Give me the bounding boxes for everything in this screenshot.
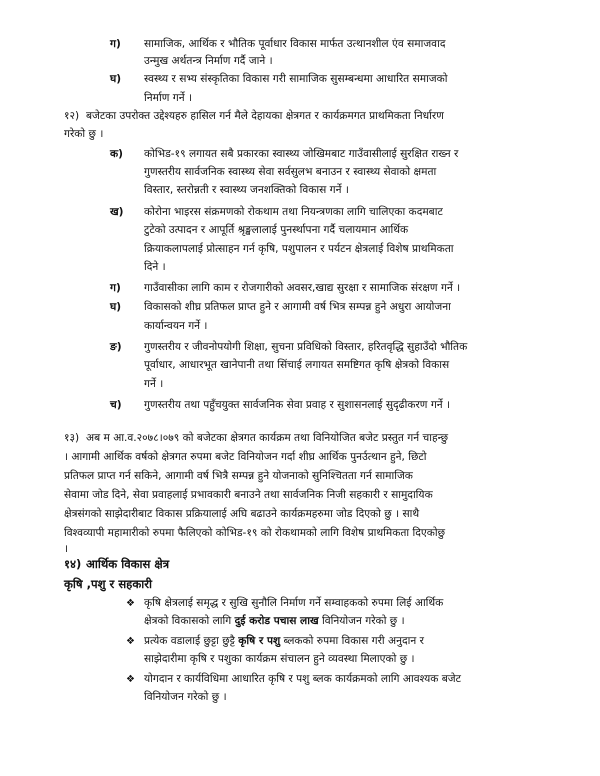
star-bullet-icon: ❖ [126,636,135,647]
item-text: स्वस्थ्य र सभ्य संस्कृतिका विकास गरी सामाजिक सुसम्बन्धमा आधारित समाजको [144,73,448,85]
item-text: कोरोना भाइरस संक्रमणको रोकथाम तथा नियन्त्रणका लागि चालिएका कदमबाट [144,206,443,218]
item-text: गर्ने । [144,378,164,390]
bullet-text: योगदान र कार्यविधिमा आधारित कृषि र पशु ब्लक कार्यक्रमको लागि आवश्यक बजेट [144,673,461,685]
star-bullet-icon: ❖ [126,598,135,609]
bullet-text-part: प्रत्येक वडालाई छुट्टा छुट्टै [144,635,239,647]
item-text: क्रियाकलापलाई प्रोत्साहन गर्न कृषि, पशुपालन र पर्यटन क्षेत्रलाई विशेष प्राथमिकता [144,243,454,255]
item-text: निर्माण गर्ने । [144,92,192,104]
item-text: पूर्वाधार, आधारभूत खानेपानी तथा सिंचाई लगायत समष्टिगत कृषि क्षेत्रको विकास [144,359,450,371]
section-number: १४) [64,557,82,571]
item-text: गुणस्तरीय सार्वजनिक स्वास्थ्य सेवा सर्वसुलभ बनाउन र स्वास्थ्य सेवाको क्षमता [144,166,437,178]
item-text: गुणस्तरीय र जीवनोपयोगी शिक्षा, सुचना प्रविधिको विस्तार, हरितवृद्धि सुहाउँदो भौतिक [144,341,468,353]
paragraph-number: १२) [64,110,80,122]
paragraph-text: क्षेत्रसंगको साझेदारीबाट विकास प्रक्रियालाई अघि बढाउने कार्यक्रमहरुमा जोड दिएको छु । साथै [64,508,420,520]
term-highlight: कृषि र पशु [238,635,281,647]
bullet-text: साझेदारीमा कृषि र पशुका कार्यक्रम संचालन हुने व्यवस्था मिलाएको छु । [144,653,415,665]
item-label: घ) [110,73,122,85]
item-label: ग) [110,38,121,50]
item-text: कोभिड-१९ लगायत सबै प्रकारका स्वास्थ्य जोखिमबाट गाउँवासीलाई सुरक्षित राख्न र [144,148,459,160]
paragraph-text: गरेको छु । [64,128,104,140]
item-text: गाउँवासीका लागि काम र रोजगारीको अवसर,खाद्य सुरक्षा र सामाजिक संरक्षण गर्ने । [144,282,461,294]
item-text: विकासको शीघ्र प्रतिफल प्राप्त हुने र आगामी वर्ष भित्र सम्पन्न हुने अधुरा आयोजना [144,301,451,313]
bullet-text [144,615,405,628]
bullet-text: कृषि क्षेत्रलाई समृद्ध र सुखि सुनौलि निर्माण गर्ने सम्वाहकको रुपमा लिई आर्थिक [144,597,444,609]
item-text: उन्मुख अर्थतन्त्र निर्माण गर्दै जाने । [144,55,273,67]
amount-highlight: दुई करोड पचास लाख [234,615,319,627]
paragraph-text: प्रतिफल प्राप्त गर्न सकिने, आगामी वर्ष भित्रै सम्पन्न हुने योजनाको सुनिश्चितता गर्न सामाजिक [64,470,413,482]
item-label: क) [110,148,123,160]
item-text: टुटेको उत्पादन र आपूर्ति श्रृङ्खलालाई पुनर्स्थापना गर्दै चलायमान आर्थिक [144,224,409,236]
item-text: विस्तार, स्तरोन्नती र स्वास्थ्य जनशक्तिको विकास गर्ने । [144,184,349,196]
sub-heading: कृषि ,पशु र सहकारी [64,577,152,591]
item-label: घ) [110,301,122,313]
paragraph-text: । [64,543,69,555]
bullet-text: विनियोजन गरेको छु । [144,691,227,703]
item-label: ङ) [110,341,122,353]
item-text: सामाजिक, आर्थिक र भौतिक पूर्वाधार विकास मार्फत उत्थानशील एंव समाजवाद [144,38,446,50]
bullet-text [144,635,424,648]
paragraph-text: अब म आ.व.२०७८।०७९ को बजेटका क्षेत्रगत कार्यक्रम तथा विनियोजित बजेट प्रस्तुत गर्न चाहन्छु [86,432,449,444]
paragraph-text: बजेटका उपरोक्त उद्देश्यहरु हासिल गर्न मैले देहायका क्षेत्रगत र कार्यक्रमगत प्राथमिकता निर्धारण [86,110,444,122]
item-label: ग) [110,282,121,294]
item-text: दिने । [144,261,166,273]
item-label: ख) [110,206,124,218]
bullet-text-part: क्षेत्रको विकासको लागि [144,615,235,627]
item-label: च) [110,399,122,411]
paragraph-text: विश्वव्यापी महामारीको रुपमा फैलिएको कोभिड-१९ को रोकथामको लागि विशेष प्राथमिकता दिएकोछु [64,527,446,539]
star-bullet-icon: ❖ [126,674,135,685]
bullet-text-part: विनियोजन गरेको छु । [318,615,405,627]
paragraph-text: । आगामी आर्थिक वर्षको क्षेत्रगत रुपमा बजेट विनियोजन गर्दा शीघ्र आर्थिक पुनर्उत्थान हुने, छिटो [64,451,427,463]
paragraph-number: १३) [64,432,80,444]
bullet-text-part: ब्लकको रुपमा विकास गरी अनुदान र [280,635,424,647]
paragraph-text: सेवामा जोड दिने, सेवा प्रवाहलाई प्रभावकारी बनाउने तथा सार्वजनिक निजी सहकारी र सामुदायिक [64,489,433,501]
item-text: कार्यान्वयन गर्ने । [144,320,208,332]
item-text: गुणस्तरीय तथा पहुँचयुक्त सार्वजनिक सेवा प्रवाह र सुशासनलाई सुदृढीकरण गर्ने । [144,399,451,411]
section-title: आर्थिक विकास क्षेत्र [86,557,170,571]
